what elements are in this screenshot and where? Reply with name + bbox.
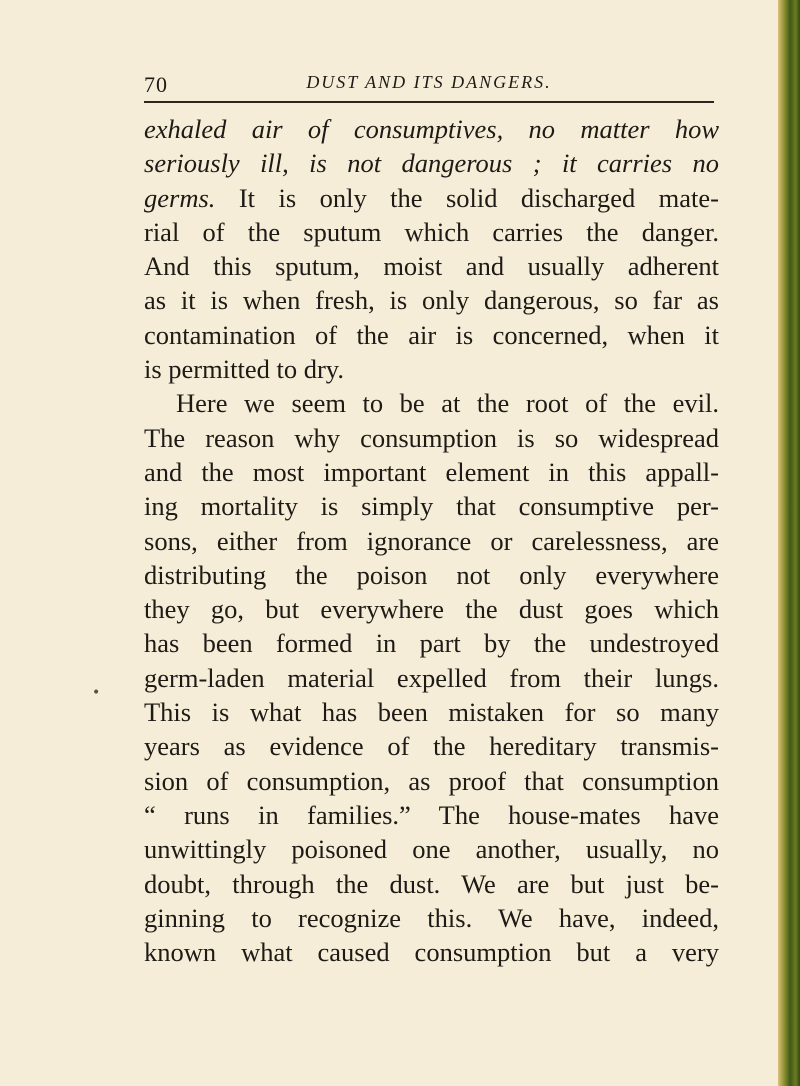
text-line: doubt, through the dust. We are but just be- bbox=[144, 868, 719, 899]
text-line: This is what has been mistaken for so many bbox=[144, 697, 719, 728]
text-line: And this sputum, moist and usually adherent bbox=[144, 251, 719, 282]
text-line: years as evidence of the hereditary transmis- bbox=[144, 731, 719, 762]
page-number: 70 bbox=[144, 72, 168, 97]
text-line: Here we seem to be at the root of the evil. bbox=[176, 388, 719, 419]
page-header bbox=[144, 72, 714, 102]
body-text bbox=[144, 112, 719, 969]
text-line: ing mortality is simply that consumptive per- bbox=[144, 491, 719, 522]
line-remainder: It is only the solid discharged mate- bbox=[215, 182, 719, 213]
text-line: contamination of the air is concerned, when it bbox=[144, 319, 719, 350]
text-line bbox=[144, 181, 719, 215]
text-line: unwittingly poisoned one another, usually, no bbox=[144, 834, 719, 865]
text-line: seriously ill, is not dangerous ; it carries no bbox=[144, 148, 719, 179]
text-line: The reason why consumption is so widespread bbox=[144, 422, 719, 453]
text-line: rial of the sputum which carries the danger. bbox=[144, 216, 719, 247]
page-edge bbox=[778, 0, 800, 1086]
text-line: is permitted to dry. bbox=[144, 354, 344, 385]
text-line: known what caused consumption but a very bbox=[144, 937, 719, 968]
text-line: sons, either from ignorance or carelessness, are bbox=[144, 525, 719, 556]
text-line: distributing the poison not only everywhere bbox=[144, 559, 719, 590]
text-line: and the most important element in this appall- bbox=[144, 456, 719, 487]
running-head: DUST AND ITS DANGERS. bbox=[306, 72, 552, 92]
text-line: ginning to recognize this. We have, indeed, bbox=[144, 902, 719, 933]
text-line: germ-laden material expelled from their lungs. bbox=[144, 662, 719, 693]
text-line: as it is when fresh, is only dangerous, so far as bbox=[144, 285, 719, 316]
text-line: sion of consumption, as proof that consumption bbox=[144, 765, 719, 796]
text-line: has been formed in part by the undestroyed bbox=[144, 628, 719, 659]
margin-mark: • bbox=[92, 685, 101, 701]
italic-word: germs. bbox=[144, 182, 216, 213]
text-line: “ runs in families.” The house-mates have bbox=[144, 799, 719, 830]
header-rule bbox=[144, 101, 714, 103]
text-line: exhaled air of consumptives, no matter how bbox=[144, 114, 719, 144]
text-line: they go, but everywhere the dust goes which bbox=[144, 594, 719, 625]
